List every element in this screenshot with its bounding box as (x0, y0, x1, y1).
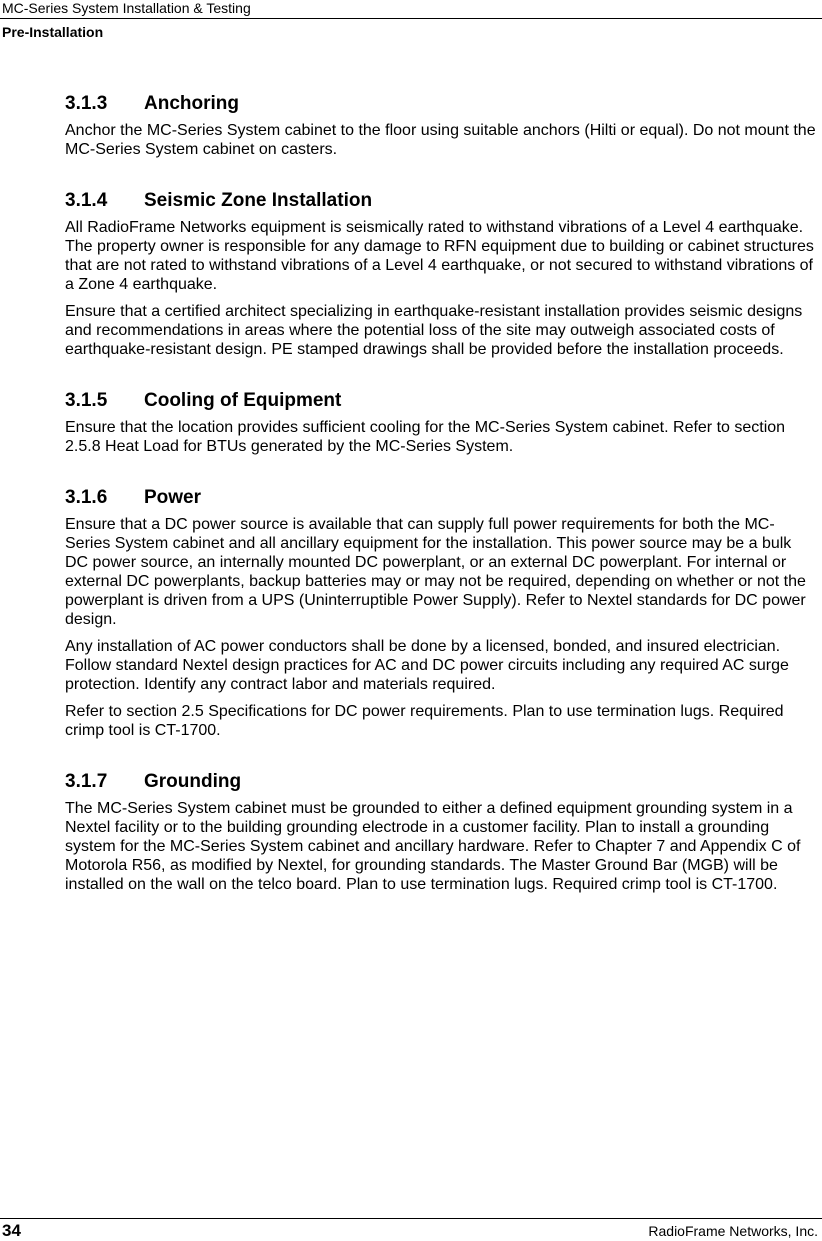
section-title: Power (144, 487, 202, 508)
footer-divider (0, 1218, 822, 1219)
section-number: 3.1.3 (65, 93, 108, 114)
section-power (65, 486, 817, 740)
section-title: Seismic Zone Installation (144, 190, 373, 211)
section-heading (65, 189, 817, 213)
paragraph: Any installation of AC power conductors shall be done by a licensed, bonded, and insured electrician. Follow standard Nextel design practices for AC and DC power circuits including any required AC surge protection. Identify any contract labor and materials required. (65, 638, 789, 693)
paragraph: Ensure that a DC power source is available that can supply full power requirements for both the MC-Series System cabinet and all ancillary equipment for the installation. This power source may be a bulk DC power source, an internally mounted DC powerplant, or an external DC powerplant. For internal or external DC powerplants, backup batteries may or may not be required, depending on whether or not the powerplant is driven from a UPS (Uninterruptible Power Supply). Refer to Nextel standards for DC power design. (65, 516, 806, 628)
page-body (65, 92, 817, 894)
document-title: MC-Series System Installation & Testing (2, 0, 251, 16)
header-divider (0, 18, 822, 19)
paragraph: Refer to section 2.5 Specifications for DC power requirements. Plan to use termination lugs. Required crimp tool is CT-1700. (65, 703, 784, 739)
paragraph: Ensure that a certified architect specializing in earthquake-resistant installation provides seismic designs and recommendations in areas where the potential loss of the site may outweigh associated costs of earthquake-resistant design. PE stamped drawings shall be provided before the installation proceeds. (65, 303, 803, 358)
footer-company: RadioFrame Networks, Inc. (648, 1223, 818, 1239)
page-number: 34 (2, 1221, 21, 1240)
section-heading (65, 389, 817, 413)
section-heading (65, 770, 817, 794)
section-title: Cooling of Equipment (144, 390, 342, 411)
section-cooling-of-equipment (65, 389, 817, 456)
paragraph: Anchor the MC-Series System cabinet to the floor using suitable anchors (Hilti or equal). Do not mount the MC-Series System cabinet on casters. (65, 122, 816, 158)
paragraph: Ensure that the location provides sufficient cooling for the MC-Series System cabinet. Refer to section 2.5.8 Heat Load for BTUs generated by the MC-Series System. (65, 419, 786, 455)
section-number: 3.1.7 (65, 771, 108, 792)
paragraph: The MC-Series System cabinet must be grounded to either a defined equipment grounding system in a Nextel facility or to the building grounding electrode in a customer facility. Plan to install a grounding system for the MC-Series System cabinet and ancillary hardware. Refer to Chapter 7 and Appendix C of Motorola R56, as modified by Nextel, for grounding standards. The Master Ground Bar (MGB) will be installed on the wall on the telco board. Plan to use termination lugs. Required crimp tool is CT-1700. (65, 800, 801, 893)
section-seismic-zone-installation (65, 189, 817, 359)
section-title: Grounding (144, 771, 242, 792)
section-heading (65, 92, 817, 116)
section-title: Anchoring (144, 93, 239, 114)
section-number: 3.1.4 (65, 190, 108, 211)
running-section-title: Pre-Installation (2, 24, 104, 40)
section-number: 3.1.5 (65, 390, 108, 411)
section-anchoring (65, 92, 817, 159)
paragraph: All RadioFrame Networks equipment is seismically rated to withstand vibrations of a Level 4 earthquake. The property owner is responsible for any damage to RFN equipment due to building or cabinet structures that are not rated to withstand vibrations of a Level 4 earthquake, or not secured to withstand vibrations of a Zone 4 earthquake. (65, 219, 814, 293)
section-number: 3.1.6 (65, 487, 108, 508)
section-grounding (65, 770, 817, 894)
section-heading (65, 486, 817, 510)
